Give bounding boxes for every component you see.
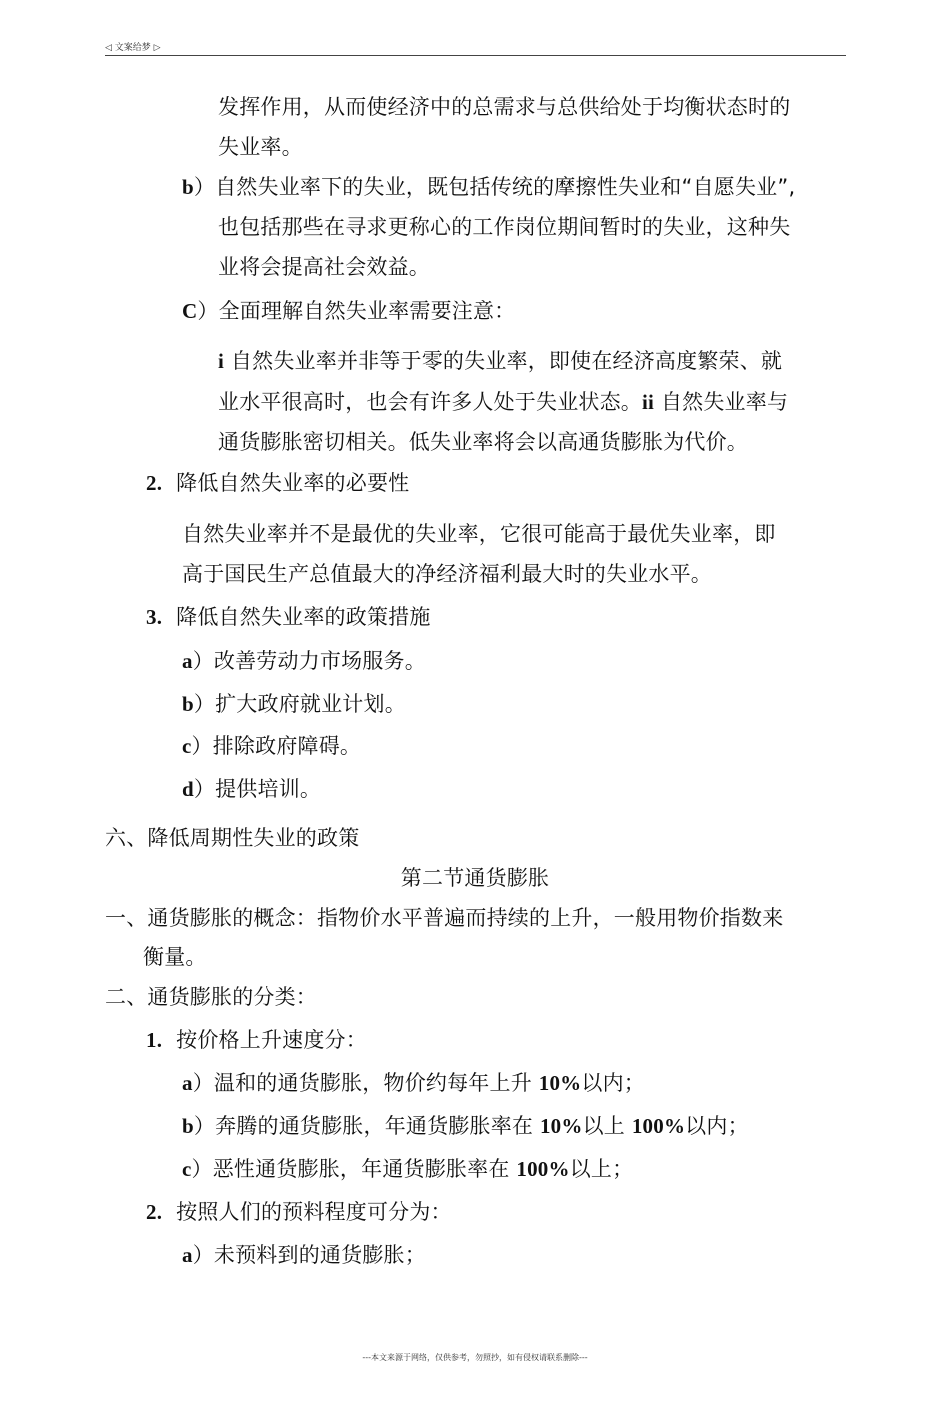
text-line: 通货膨胀密切相关。低失业率将会以高通货膨胀为代价。 xyxy=(218,430,748,454)
text-line: 衡量。 xyxy=(143,945,207,969)
list-item xyxy=(182,1154,633,1184)
numbered-heading xyxy=(146,602,431,632)
list-item-text: 以上 xyxy=(582,1114,632,1138)
list-marker: d xyxy=(182,777,194,801)
list-item-text: ）排除政府障碍。 xyxy=(191,734,362,758)
list-item-text: 以内； xyxy=(581,1071,645,1095)
list-item-text: 业水平很高时，也会有许多人处于失业状态。 xyxy=(218,390,642,414)
list-number: 1. xyxy=(146,1028,163,1052)
percentage: 10% xyxy=(539,1114,583,1138)
page-footer: ---本文来源于网络，仅供参考，勿照抄，如有侵权请联系删除--- xyxy=(362,1353,588,1362)
list-item-text: ）自然失业率下的失业，既包括传统的摩擦性失业和“自愿失业”, xyxy=(193,175,796,199)
list-item-text: 以上； xyxy=(569,1157,634,1181)
heading-text: 降低自然失业率的政策措施 xyxy=(176,605,431,629)
numbered-heading xyxy=(146,468,409,498)
list-item-c xyxy=(182,296,515,326)
section-heading: 六、降低周期性失业的政策 xyxy=(105,826,360,850)
numbered-heading xyxy=(146,1197,452,1227)
text-line: 自然失业率并不是最优的失业率，它很可能高于最优失业率，即 xyxy=(182,522,776,546)
list-item xyxy=(182,689,406,719)
list-item-text: ）改善劳动力市场服务。 xyxy=(192,649,426,673)
list-marker: C xyxy=(182,299,198,323)
list-item-b xyxy=(182,172,795,202)
text-line xyxy=(218,387,788,417)
heading-text: 降低自然失业率的必要性 xyxy=(176,471,410,495)
list-marker: b xyxy=(182,175,194,199)
list-item-text: ）温和的通货膨胀，物价约每年上升 xyxy=(192,1071,539,1095)
list-number: 2. xyxy=(146,1200,163,1224)
list-marker: b xyxy=(182,1114,194,1138)
numbered-heading xyxy=(146,1025,367,1055)
list-item-text: ）未预料到的通货膨胀； xyxy=(192,1243,426,1267)
page-header: ◁ 文案给梦 ▷ xyxy=(105,43,161,53)
list-item xyxy=(182,731,361,761)
list-marker: a xyxy=(182,649,193,673)
heading-text: 按照人们的预料程度可分为： xyxy=(176,1200,452,1224)
text-line: 发挥作用，从而使经济中的总需求与总供给处于均衡状态时的 xyxy=(218,95,791,119)
list-item-text: ）全面理解自然失业率需要注意： xyxy=(197,299,516,323)
list-item-text: 以内； xyxy=(685,1114,749,1138)
list-item xyxy=(182,646,426,676)
list-item xyxy=(182,1111,749,1141)
list-marker: c xyxy=(182,1157,192,1181)
list-marker: c xyxy=(182,734,192,758)
section-heading: 一、通货膨胀的概念：指物价水平普遍而持续的上升，一般用物价指数来 xyxy=(105,906,784,930)
list-marker: ii xyxy=(642,390,655,414)
list-item-text: ）扩大政府就业计划。 xyxy=(193,692,406,716)
percentage: 10% xyxy=(538,1071,582,1095)
text-line xyxy=(218,346,782,376)
list-number: 3. xyxy=(146,605,163,629)
text-line: 业将会提高社会效益。 xyxy=(218,255,430,279)
list-item xyxy=(182,1068,645,1098)
text-line: 高于国民生产总值最大的净经济福利最大时的失业水平。 xyxy=(182,562,712,586)
list-item-text: 自然失业率并非等于零的失业率，即使在经济高度繁荣、就 xyxy=(224,349,783,373)
list-marker: i xyxy=(218,349,225,373)
list-item xyxy=(182,774,321,804)
heading-text: 按价格上升速度分： xyxy=(176,1028,367,1052)
list-item xyxy=(182,1240,426,1270)
list-marker: a xyxy=(182,1071,193,1095)
header-divider xyxy=(105,55,846,56)
text-line: 失业率。 xyxy=(218,135,303,159)
list-item-text: ）提供培训。 xyxy=(193,777,322,801)
text-line: 也包括那些在寻求更称心的工作岗位期间暂时的失业，这种失 xyxy=(218,215,791,239)
list-item-text: ）奔腾的通货膨胀，年通货膨胀率在 xyxy=(193,1114,540,1138)
chapter-title: 第二节通货膨胀 xyxy=(400,866,550,890)
list-number: 2. xyxy=(146,471,163,495)
percentage: 100% xyxy=(516,1157,570,1181)
section-heading: 二、通货膨胀的分类： xyxy=(105,985,317,1009)
list-marker: a xyxy=(182,1243,193,1267)
percentage: 100% xyxy=(631,1114,686,1138)
list-item-text: 自然失业率与 xyxy=(654,390,789,414)
list-marker: b xyxy=(182,692,194,716)
list-item-text: ）恶性通货膨胀，年通货膨胀率在 xyxy=(191,1157,517,1181)
